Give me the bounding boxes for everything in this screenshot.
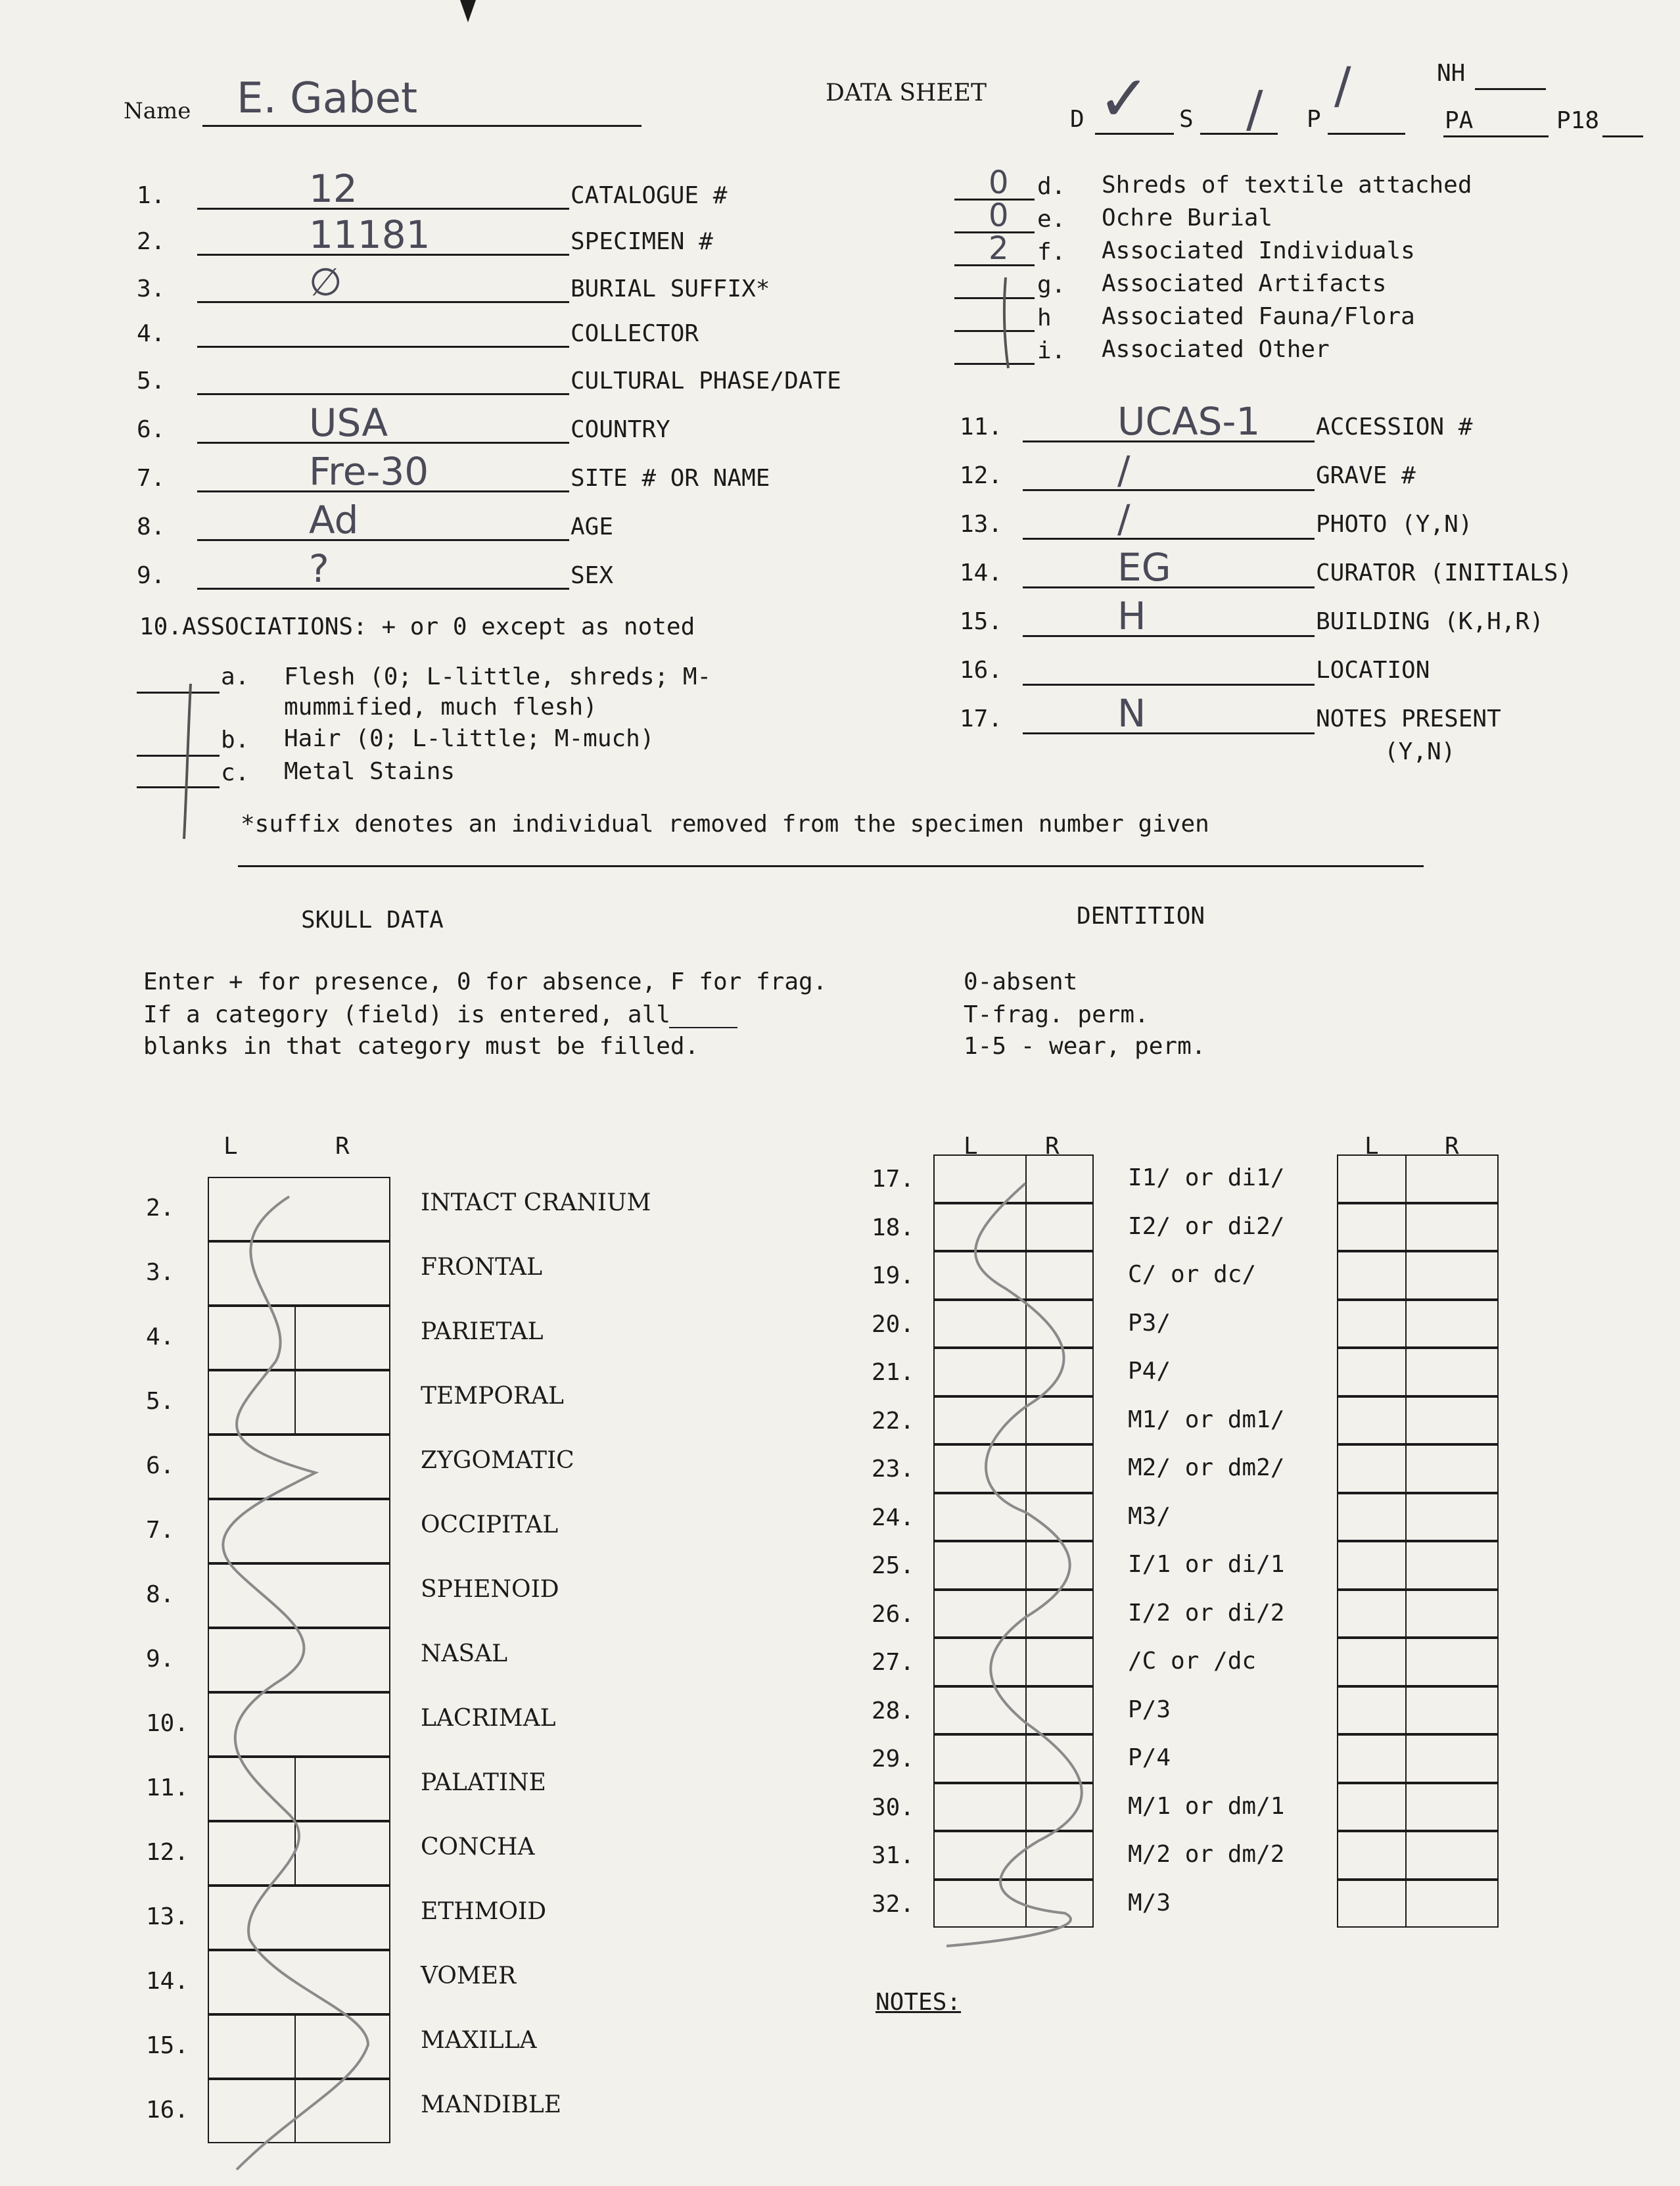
field-label: SPECIMEN # [571,228,713,255]
skull-row-number: 2. [146,1195,175,1222]
tooth-row-right[interactable] [1337,1251,1499,1300]
field-label: COUNTRY [571,416,670,443]
skull-row-label: OCCIPITAL [421,1511,559,1538]
skull-row-label: SPHENOID [421,1576,559,1603]
field-label: CURATOR (INITIALS) [1316,559,1573,586]
field-number: 7. [137,465,166,492]
footnote: *suffix denotes an individual removed from the specimen number given [241,811,1209,838]
p-label: P [1307,106,1321,133]
tooth-row-right[interactable] [1337,1590,1499,1638]
field-number: 6. [137,416,166,443]
assoc-c-text: Metal Stains [284,758,455,785]
field-label: GRAVE # [1316,462,1416,489]
tooth-row-label: I/2 or di/2 [1128,1599,1285,1627]
skull-row-divider [294,2079,296,2143]
skull-row[interactable] [208,1370,390,1435]
tooth-row-left[interactable] [933,1783,1094,1832]
tooth-row-divider-2 [1405,1203,1407,1252]
nh-label: NH [1437,60,1466,87]
field-value: / [1117,496,1131,541]
tooth-row-divider [1025,1251,1027,1300]
assoc-letter: h [1037,304,1052,331]
field-blank [197,393,569,395]
all-underline [669,1027,737,1028]
field-label: COLLECTOR [571,320,699,347]
tooth-row-divider [1025,1203,1027,1252]
pa-label: PA [1445,107,1474,134]
skull-row-divider [294,1821,296,1886]
tooth-row-label: I2/ or di2/ [1128,1212,1285,1240]
skull-row-label: PALATINE [421,1769,546,1796]
tooth-row-right[interactable] [1337,1154,1499,1203]
skull-row[interactable] [208,1757,390,1821]
tooth-row-divider-2 [1405,1590,1407,1638]
dentition-title: DENTITION [1077,903,1205,930]
tooth-row-number: 27. [872,1649,915,1676]
tooth-row-label: /C or /dc [1128,1648,1257,1675]
field-number: 4. [137,320,166,347]
tooth-row-label: M2/ or dm2/ [1128,1454,1285,1481]
assoc-left-vertical-stroke [184,684,191,839]
field-label: BURIAL SUFFIX* [571,275,770,302]
skull-row-number: 14. [146,1968,189,1995]
skull-row-number: 3. [146,1259,175,1286]
tooth-row-right[interactable] [1337,1300,1499,1348]
tooth-row-number: 24. [872,1504,915,1531]
assoc-value: 2 [989,230,1009,267]
tooth-row-label: I1/ or di1/ [1128,1164,1285,1191]
tooth-row-divider-2 [1405,1300,1407,1348]
tooth-row-right[interactable] [1337,1396,1499,1445]
notes-label: NOTES: [875,1989,962,2016]
skull-row-number: 6. [146,1452,175,1479]
tooth-row-number: 29. [872,1746,915,1772]
tooth-row-divider [1025,1348,1027,1396]
field-blank [197,301,569,303]
tooth-row-divider-2 [1405,1880,1407,1928]
skull-row-label: NASAL [421,1640,508,1667]
scan-mark [460,0,476,22]
field-value: Fre-30 [309,449,429,494]
assoc-a-blank [137,692,220,694]
tooth-row-divider [1025,1493,1027,1542]
tooth-row-left[interactable] [933,1541,1094,1590]
pa-line [1443,135,1549,137]
tooth-row-left[interactable] [933,1444,1094,1493]
tooth-row-divider [1025,1541,1027,1590]
tooth-row-left[interactable] [933,1300,1094,1348]
d-label: D [1070,106,1085,133]
tooth-row-number: 18. [872,1214,915,1241]
skull-row[interactable] [208,1241,390,1306]
field-blank [197,588,569,590]
tooth-row-right[interactable] [1337,1444,1499,1493]
field-value: H [1117,594,1146,638]
assoc-letter: g. [1037,272,1066,298]
assoc-b-text: Hair (0; L-little; M-much) [284,725,655,752]
tooth-row-right[interactable] [1337,1880,1499,1928]
skull-row-number: 8. [146,1581,175,1608]
tooth-row-number: 20. [872,1310,915,1338]
tooth-row-divider-2 [1405,1541,1407,1590]
tooth-row-left[interactable] [933,1396,1094,1445]
tooth-row-number: 17. [872,1166,915,1193]
field-value: ∅ [309,260,342,304]
tooth-row-divider-2 [1405,1251,1407,1300]
skull-row[interactable] [208,2079,390,2143]
skull-row-label: ETHMOID [421,1898,547,1925]
tooth-row-label: P/3 [1128,1696,1171,1723]
skull-row-number: 15. [146,2032,189,2059]
field-value: UCAS-1 [1117,399,1261,444]
tooth-row-left[interactable] [933,1734,1094,1783]
field-label: CULTURAL PHASE/DATE [571,368,841,394]
name-line [202,125,642,127]
skull-row[interactable] [208,1306,390,1370]
assoc-label: Ochre Burial [1102,204,1273,231]
skull-row-label: VOMER [421,1962,517,1989]
field-label: CATALOGUE # [571,182,728,209]
tooth-row-divider [1025,1638,1027,1686]
field-number: 11. [960,414,1003,440]
tooth-row-right[interactable] [1337,1541,1499,1590]
skull-row-divider [294,1757,296,1821]
field-blank [1023,635,1315,637]
field-value: N [1117,691,1146,736]
tooth-row-divider [1025,1444,1027,1493]
dentition-legend-3: 1-5 - wear, perm. [964,1033,1206,1060]
assoc-a-line1: Flesh (0; L-little, shreds; M- [284,663,712,690]
tooth-row-left[interactable] [933,1880,1094,1928]
field-label: SEX [571,562,614,589]
assoc-vertical-stroke [1004,277,1008,368]
assoc-letter: i. [1037,337,1066,364]
dentition-legend-2: T-frag. perm. [964,1001,1149,1028]
associations-title: 10.ASSOCIATIONS: + or 0 except as noted [139,613,695,640]
assoc-b-blank [137,755,220,757]
dent2-col-r: R [1445,1133,1459,1160]
skull-row[interactable] [208,1499,390,1563]
tooth-row-left[interactable] [933,1154,1094,1203]
field-blank [1023,489,1315,491]
assoc-label: Associated Other [1102,336,1330,363]
field-value: USA [309,400,388,445]
field-blank [1023,538,1315,540]
field-number: 3. [137,275,166,302]
tooth-row-label: M1/ or dm1/ [1128,1406,1285,1433]
skull-instructions-1: Enter + for presence, 0 for absence, F for frag. [143,968,828,995]
assoc-label: Associated Artifacts [1102,270,1387,297]
skull-row-number: 12. [146,1839,189,1866]
tooth-row-label: P3/ [1128,1309,1171,1337]
tooth-row-number: 31. [872,1842,915,1869]
tooth-row-divider-2 [1405,1444,1407,1493]
tooth-row-left[interactable] [933,1203,1094,1252]
skull-row-divider [294,1306,296,1370]
tooth-row-label: I/1 or di/1 [1128,1551,1285,1578]
assoc-a-letter: a. [221,663,250,690]
tooth-row-label: M/1 or dm/1 [1128,1792,1285,1820]
skull-row-label: INTACT CRANIUM [421,1189,651,1216]
tooth-row-divider [1025,1783,1027,1832]
p18-label: P18 [1556,107,1600,134]
skull-row[interactable] [208,1886,390,1950]
field-label: AGE [571,513,614,540]
skull-row-label: PARIETAL [421,1318,544,1345]
assoc-label: Shreds of textile attached [1102,172,1472,199]
assoc-value: 0 [989,164,1009,201]
skull-row[interactable] [208,1692,390,1757]
field-number: 2. [137,228,166,255]
p18-line [1602,135,1643,137]
assoc-blank [954,297,1035,299]
s-mark: / [1246,80,1263,138]
field-blank [1023,684,1315,686]
tooth-row-left[interactable] [933,1590,1094,1638]
tooth-row-number: 30. [872,1794,915,1821]
tooth-row-label: C/ or dc/ [1128,1261,1257,1288]
assoc-c-blank [137,786,220,788]
nh-line [1475,88,1546,90]
assoc-b-letter: b. [221,726,250,753]
tooth-row-number: 26. [872,1600,915,1628]
assoc-label: Associated Individuals [1102,237,1415,264]
tooth-row-right[interactable] [1337,1638,1499,1686]
field-label-2: (Y,N) [1384,738,1456,765]
tooth-row-label: M/2 or dm/2 [1128,1841,1285,1868]
skull-row-number: 16. [146,2097,189,2124]
tooth-row-right[interactable] [1337,1203,1499,1252]
tooth-row-divider [1025,1880,1027,1928]
s-line [1200,133,1278,135]
field-label: NOTES PRESENT [1316,705,1501,732]
tooth-row-number: 21. [872,1359,915,1386]
field-number: 9. [137,562,166,589]
tooth-row-divider-2 [1405,1686,1407,1735]
assoc-blank [954,363,1035,365]
skull-row[interactable] [208,1821,390,1886]
skull-row[interactable] [208,1628,390,1692]
tooth-row-divider-2 [1405,1638,1407,1686]
skull-row[interactable] [208,2014,390,2079]
field-number: 14. [960,559,1003,586]
tooth-row-number: 32. [872,1890,915,1918]
tooth-row-left[interactable] [933,1686,1094,1735]
tooth-row-divider-2 [1405,1396,1407,1445]
tooth-row-label: P/4 [1128,1744,1171,1771]
tooth-row-left[interactable] [933,1638,1094,1686]
skull-row-label: CONCHA [421,1834,535,1861]
skull-row-number: 13. [146,1903,189,1930]
tooth-row-right[interactable] [1337,1348,1499,1396]
field-blank [197,346,569,348]
dent-col-l: L [964,1133,978,1160]
skull-row-label: TEMPORAL [421,1383,564,1410]
tooth-row-divider [1025,1734,1027,1783]
skull-col-l: L [223,1133,238,1160]
skull-instructions-2: If a category (field) is entered, all [143,1001,670,1028]
field-number: 5. [137,368,166,394]
tooth-row-right[interactable] [1337,1831,1499,1880]
skull-row-number: 11. [146,1774,189,1801]
tooth-row-divider-2 [1405,1783,1407,1832]
tooth-row-divider [1025,1590,1027,1638]
field-blank [197,539,569,541]
tooth-row-divider [1025,1686,1027,1735]
field-value: / [1117,448,1131,492]
skull-row-number: 9. [146,1646,175,1673]
tooth-row-divider [1025,1154,1027,1203]
tooth-row-number: 22. [872,1407,915,1435]
skull-row-label: LACRIMAL [421,1705,556,1732]
tooth-row-divider-2 [1405,1734,1407,1783]
field-number: 13. [960,511,1003,538]
tooth-row-label: M3/ [1128,1502,1171,1530]
tooth-row-label: M/3 [1128,1889,1171,1916]
skull-instructions-3: blanks in that category must be filled. [143,1033,699,1060]
tooth-row-divider-2 [1405,1154,1407,1203]
skull-row-label: FRONTAL [421,1254,543,1281]
field-label: PHOTO (Y,N) [1316,511,1473,538]
tooth-row-left[interactable] [933,1493,1094,1542]
field-number: 12. [960,462,1003,489]
name-label: Name [124,98,191,124]
tooth-row-right[interactable] [1337,1783,1499,1832]
field-number: 17. [960,705,1003,732]
skull-row[interactable] [208,1563,390,1628]
s-label: S [1179,106,1194,133]
skull-row[interactable] [208,1435,390,1499]
tooth-row-divider [1025,1300,1027,1348]
assoc-c-letter: c. [221,759,250,786]
tooth-row-divider-2 [1405,1493,1407,1542]
field-blank [1023,732,1315,734]
tooth-row-right[interactable] [1337,1493,1499,1542]
skull-row-label: MANDIBLE [421,2091,562,2118]
tooth-row-number: 28. [872,1697,915,1724]
dent2-col-l: L [1365,1133,1379,1160]
p-line [1328,133,1405,135]
field-value: EG [1117,545,1171,590]
tooth-row-right[interactable] [1337,1686,1499,1735]
assoc-letter: e. [1037,206,1066,233]
field-number: 1. [137,182,166,209]
tooth-row-label: P4/ [1128,1358,1171,1385]
skull-row-number: 4. [146,1323,175,1350]
dent-col-r: R [1045,1133,1060,1160]
dentition-legend-1: 0-absent [964,968,1078,995]
skull-row[interactable] [208,1177,390,1241]
tooth-row-left[interactable] [933,1348,1094,1396]
tooth-row-left[interactable] [933,1831,1094,1880]
tooth-row-divider [1025,1831,1027,1880]
tooth-row-divider-2 [1405,1348,1407,1396]
field-label: ACCESSION # [1316,414,1473,440]
skull-row-label: ZYGOMATIC [421,1447,574,1474]
p-mark: / [1334,56,1351,114]
tooth-row-divider [1025,1396,1027,1445]
skull-row-number: 5. [146,1388,175,1415]
skull-row-number: 10. [146,1710,189,1737]
tooth-row-number: 23. [872,1456,915,1483]
d-check: ✓ [1098,62,1151,135]
field-value: ? [309,546,329,591]
assoc-label: Associated Fauna/Flora [1102,303,1415,330]
field-value: 12 [309,166,358,211]
skull-title: SKULL DATA [301,907,444,934]
field-label: BUILDING (K,H,R) [1316,608,1544,635]
skull-col-r: R [335,1133,350,1160]
assoc-blank [954,330,1035,332]
skull-row-label: MAXILLA [421,2027,537,2054]
skull-row-divider [294,1370,296,1435]
skull-row-number: 7. [146,1517,175,1544]
field-number: 16. [960,657,1003,684]
assoc-letter: f. [1037,239,1066,266]
tooth-row-left[interactable] [933,1251,1094,1300]
sheet-title: DATA SHEET [826,80,987,107]
tooth-row-divider-2 [1405,1831,1407,1880]
tooth-row-number: 19. [872,1262,915,1289]
tooth-row-right[interactable] [1337,1734,1499,1783]
field-blank [197,208,569,210]
field-number: 15. [960,608,1003,635]
assoc-a-line2: mummified, much flesh) [284,694,597,721]
assoc-value: 0 [989,197,1009,234]
assoc-letter: d. [1037,173,1066,200]
separator-line [238,865,1424,867]
field-label: LOCATION [1316,657,1430,684]
field-label: SITE # OR NAME [571,465,770,492]
field-value: 11181 [309,212,431,257]
name-value: E. Gabet [237,74,418,123]
tooth-row-number: 25. [872,1552,915,1579]
skull-row-divider [294,2014,296,2079]
field-value: Ad [309,498,359,542]
skull-row[interactable] [208,1950,390,2014]
field-number: 8. [137,513,166,540]
